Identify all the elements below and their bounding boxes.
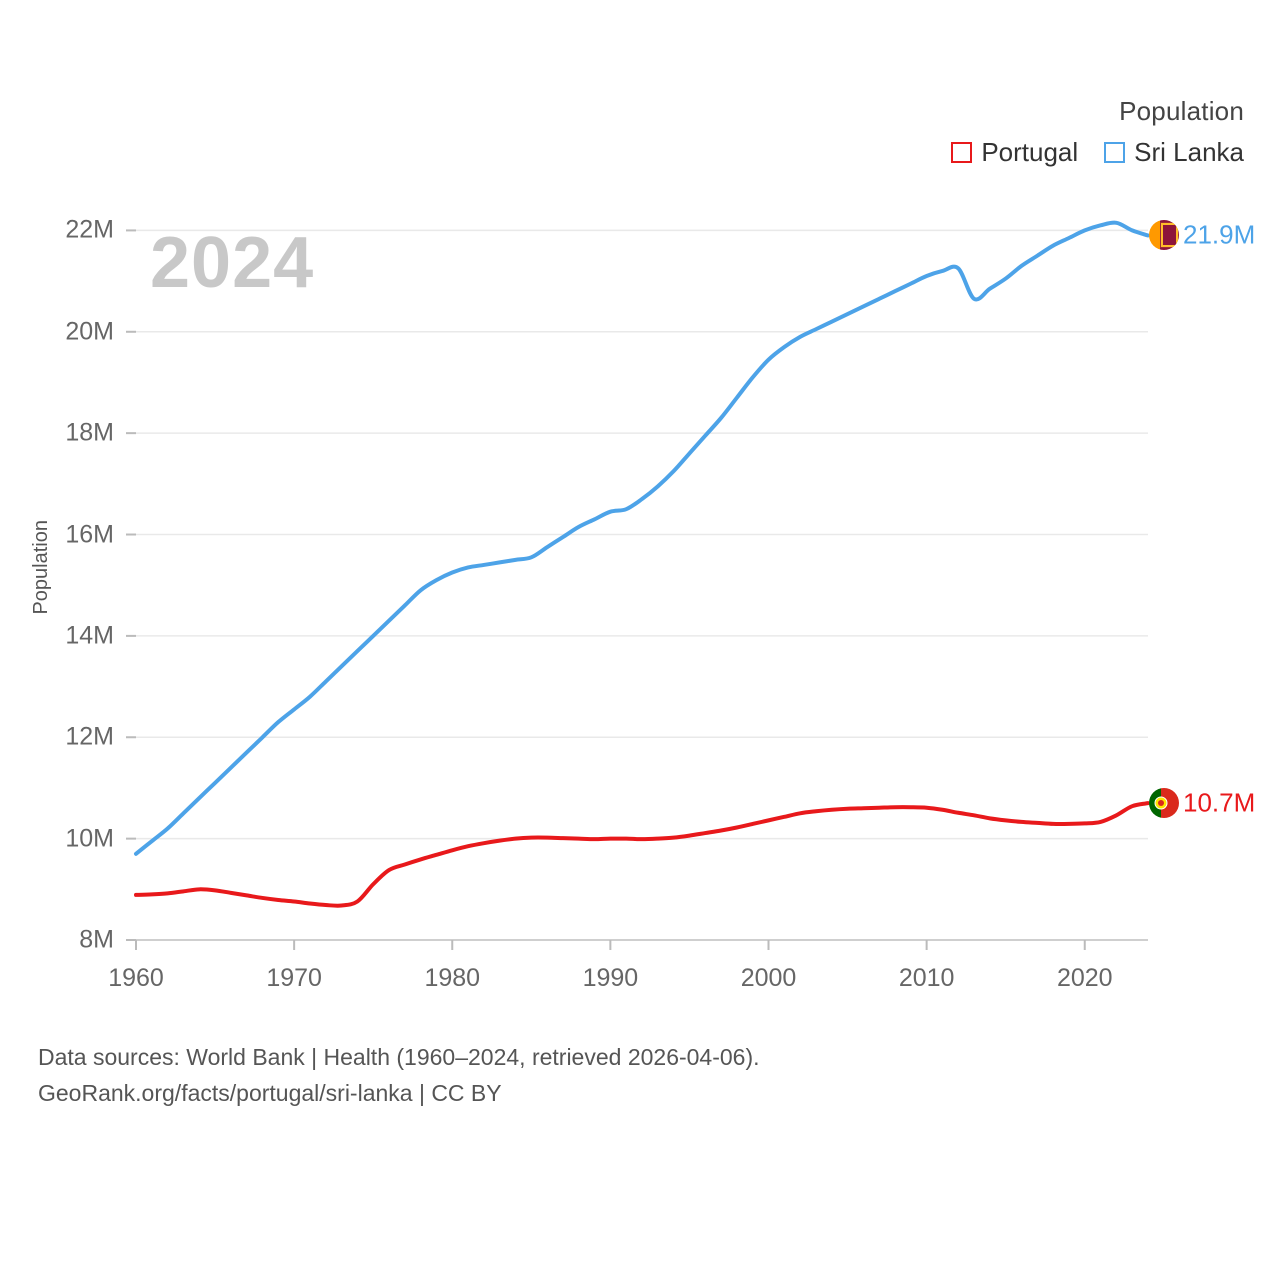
y-axis-title-text: Population [30, 520, 52, 615]
axis-ticks [126, 230, 1085, 950]
x-tick-label: 1990 [582, 964, 639, 992]
x-tick-label: 1970 [266, 964, 322, 992]
y-tick-label: 20M [65, 317, 114, 346]
footer-line-sources: Data sources: World Bank | Health (1960–2024, retrieved 2026-04-06). [38, 1044, 760, 1070]
x-tick-label: 2010 [898, 964, 955, 992]
x-tick-label: 1980 [424, 964, 481, 992]
legend-item-portugal[interactable] [951, 137, 1078, 168]
end-value-label-sri-lanka: 21.9M [1183, 219, 1256, 250]
x-tick-label: 1960 [108, 964, 164, 992]
x-tick-label: 2000 [740, 964, 797, 992]
chart-footer [38, 1040, 760, 1111]
y-tick-label: 14M [65, 621, 114, 650]
y-tick-label: 22M [65, 215, 114, 244]
end-value-label-portugal: 10.7M [1183, 787, 1256, 818]
legend-swatch-icon [951, 142, 972, 163]
x-tick-label: 2020 [1056, 964, 1113, 992]
y-tick-label: 16M [65, 520, 114, 549]
y-tick-label: 18M [65, 418, 114, 447]
legend-item-sri-lanka[interactable] [1104, 137, 1244, 168]
legend-item-label: Sri Lanka [1134, 137, 1244, 167]
legend-title: Population [1119, 96, 1244, 126]
year-watermark: 2024 [150, 223, 315, 303]
y-tick-label: 8M [79, 925, 114, 954]
legend-items [951, 137, 1244, 168]
y-tick-label: 10M [65, 824, 114, 853]
gridlines [136, 230, 1148, 940]
legend-swatch-icon [1104, 142, 1125, 163]
legend [951, 96, 1244, 168]
y-tick-label: 12M [65, 722, 114, 751]
footer-line-attribution: GeoRank.org/facts/portugal/sri-lanka | CC BY [38, 1079, 502, 1106]
series-line-portugal [136, 803, 1148, 906]
series-line-sri-lanka [136, 223, 1148, 854]
series-lines [136, 223, 1148, 906]
flag-icon-portugal [1149, 788, 1179, 818]
flag-icon-sri-lanka [1149, 220, 1179, 250]
legend-item-label: Portugal [981, 137, 1079, 167]
